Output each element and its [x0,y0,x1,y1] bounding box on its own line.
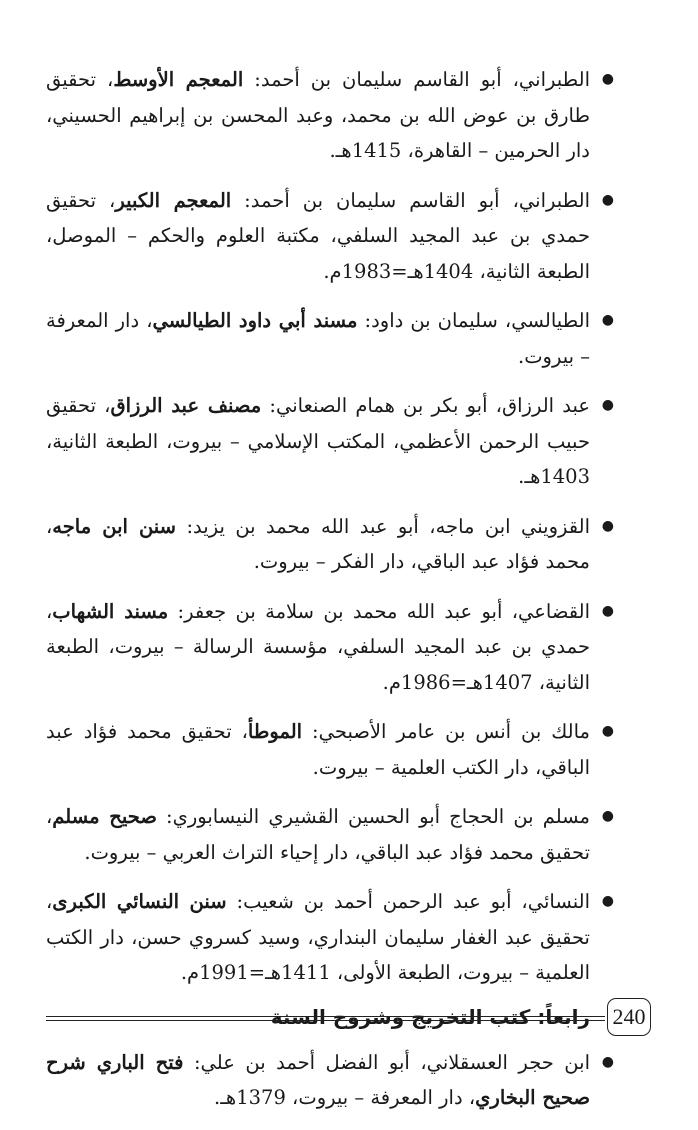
entry-author: القزويني ابن ماجه، أبو عبد الله محمد بن يزيد: [176,514,590,538]
entry-title: مصنف عبد الرزاق [110,394,262,417]
entry-details: ، تحقيق طارق بن عوض الله بن محمد، وعبد المحسن بن إبراهيم الحسيني، دار الحرمين – القاهرة، 1415هـ. [46,68,590,162]
bibliography-entry [46,884,614,991]
entry-details: ، تحقيق حبيب الرحمن الأعظمي، المكتب الإسلامي – بيروت، الطبعة الثانية، 1403هـ. [46,394,590,488]
bibliography-page [46,62,614,1130]
bibliography-entry [46,183,614,290]
entry-title: المعجم الكبير [115,188,232,212]
bullet-icon: ● [601,71,614,87]
entry-author: مسلم بن الحجاج أبو الحسين القشيري النيسابوري: [156,805,590,828]
entry-author: الطبراني، أبو القاسم سليمان بن أحمد: [243,68,590,91]
page-footer [46,996,651,1036]
bibliography-entry [46,303,614,374]
entry-author: القضاعي، أبو عبد الله محمد بن سلامة بن جعفر: [168,599,590,623]
bullet-icon: ● [601,517,614,534]
entry-details: ، دار المعرفة – بيروت. [46,309,590,368]
entry-title: الموطأ [247,720,303,743]
footer-rule [46,1020,605,1021]
entry-details: ، تحقيق عبد الغفار سليمان البنداري، وسيد كسروي حسن، دار الكتب العلمية – بيروت، الطبعة الأولى، 1411هـ=1991م. [46,890,590,984]
entry-author: النسائي، أبو عبد الرحمن أحمد بن شعيب: [226,890,590,913]
section-heading: رابعاً: كتب التخريج وشروح السنة [270,1004,590,1029]
bullet-icon: ● [601,808,614,824]
entry-title: مسند أبي داود الطيالسي [152,309,358,332]
footer-rule [46,1016,605,1017]
bibliography-entry [46,388,614,495]
entry-title: سنن النسائي الكبرى [52,890,227,913]
entry-author: الطيالسي، سليمان بن داود: [357,309,590,332]
bullet-icon: ● [601,893,614,909]
bullet-icon: ● [601,1053,614,1070]
bibliography-list [46,62,614,991]
entry-title: صحيح مسلم [52,805,157,828]
bullet-icon: ● [601,312,614,328]
bullet-icon: ● [601,723,614,739]
bullet-icon: ● [601,602,614,619]
entry-details: ، محمد فؤاد عبد الباقي، دار الفكر – بيروت. [46,514,590,573]
bibliography-entry [46,799,614,870]
entry-author: الطبراني، أبو القاسم سليمان بن أحمد: [231,188,590,212]
entry-title: فتح الباري شرح صحيح البخاري [46,1050,590,1109]
entry-details: ، تحقيق محمد فؤاد عبد الباقي، دار إحياء التراث العربي – بيروت. [46,805,590,864]
entry-title: المعجم الأوسط [113,68,244,91]
bullet-icon: ● [601,191,614,208]
entry-details: ، تحقيق محمد فؤاد عبد الباقي، دار الكتب العلمية – بيروت. [46,720,590,779]
bullet-icon: ● [601,397,614,413]
entry-title: مسند الشهاب [52,599,169,623]
page-number: 240 [607,998,651,1036]
entry-author: عبد الرزاق، أبو بكر بن همام الصنعاني: [261,394,590,417]
bibliography-entry [46,1045,614,1116]
entry-details: ، دار المعرفة – بيروت، 1379هـ. [214,1086,476,1109]
entry-details: ، تحقيق حمدي بن عبد المجيد السلفي، مكتبة العلوم والحكم – الموصل، الطبعة الثانية، 1404هـ=1983م. [46,188,590,283]
bibliography-entry [46,509,614,580]
bibliography-list [46,1045,614,1116]
bibliography-entry [46,62,614,169]
entry-details: ، حمدي بن عبد المجيد السلفي، مؤسسة الرسالة – بيروت، الطبعة الثانية، 1407هـ=1986م. [46,599,590,694]
entry-author: مالك بن أنس بن عامر الأصبحي: [302,720,590,743]
bibliography-entry [46,714,614,785]
entry-author: ابن حجر العسقلاني، أبو الفضل أحمد بن علي: [183,1050,590,1074]
entry-title: سنن ابن ماجه [52,514,177,538]
bibliography-entry [46,594,614,701]
